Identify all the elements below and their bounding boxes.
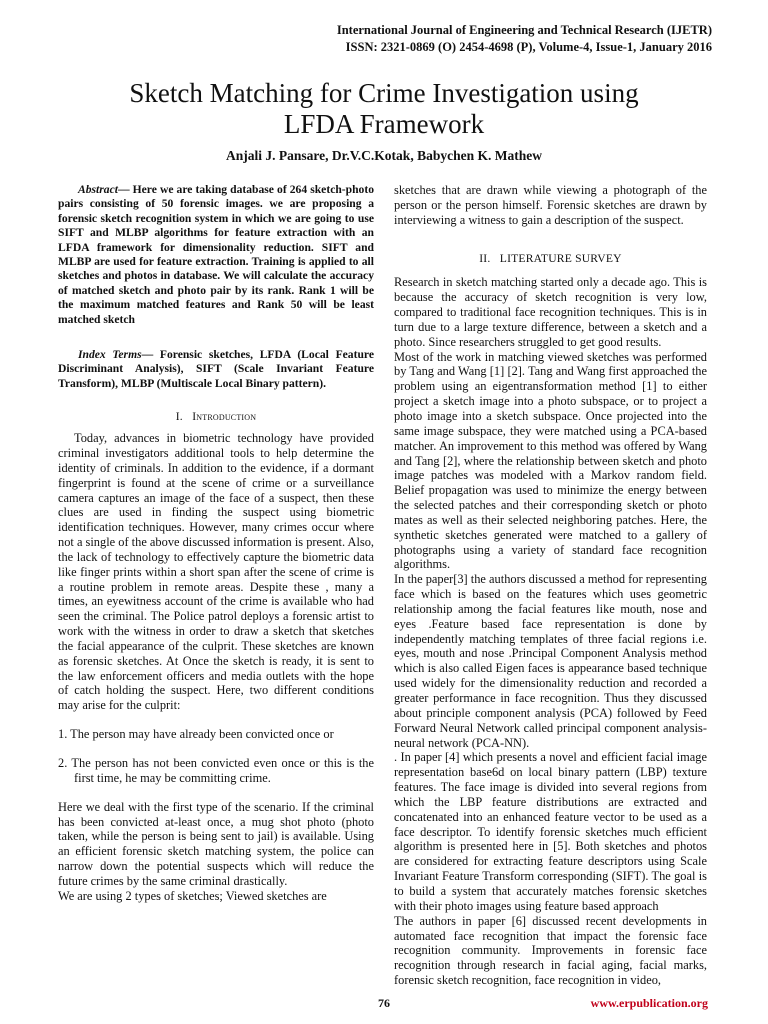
index-terms: [58, 348, 374, 391]
literature-paragraph-5: The authors in paper [6] discussed recent developments in automated face recognition that impact the forensic face recognition community. Improvements in forensic face recognition through research in facial aging, facial marks, forensic sketch recognition, face recognition in video,: [394, 913, 707, 988]
literature-paragraph-1: Research in sketch matching started only a decade ago. This is because the accuracy of sketch recognition is very low, compared to traditional face recognition techniques. This is in turn due to a large texture difference, between a sketch and a photo. Since researchers struggled to get good results.: [394, 275, 707, 349]
section-number: I.: [175, 410, 183, 424]
intro-paragraph-1: Today, advances in biometric technology have provided criminal investigators additional tools to help determine the identity of criminals. In addition to the evidence, if a dormant fingerprint is found at the scene of crime or a surveillance camera captures an image of the face of a suspect, then these clues are used in finding the suspect using biometric identification techniques. However, many crimes occur where not a single of the above discussed information is present. Also, the lack of technology to effectively capture the biometric data like finger prints within a short span after the scene of crime is a routine problem in remote areas. Despite these , many a times, an eyewitness account of the crime is available who had seen the criminal. The Police patrol deploys a forensic artist to work with the witness in order to draw a sketch that sketches the facial appearance of the culprit. These sketches are known as forensic sketches. At Once the sketch is ready, it is sent to the law enforcement officers and media outlets with the hope of catch holding the suspect. Here, two different conditions may arise for the culprit:: [58, 431, 374, 713]
paper-title: [0, 78, 768, 140]
section-heading-literature: [394, 252, 707, 267]
publisher-url[interactable]: www.erpublication.org: [590, 996, 708, 1010]
journal-header: [252, 22, 712, 56]
abstract-text: — Here we are taking database of 264 sketch-photo pairs consisting of 50 forensic images. we are proposing a forensic sketch recognition system in which we are going to use SIFT and MLBP algorithms for feature extraction with an LFDA framework for dimensionality reduction. SIFT and MLBP are used for feature extraction. Training is applied to all sketches and photos in database. We will calculate the accuracy of matched sketch and photo pair by its rank. Rank 1 will be the maximum matched features and Rank 50 will be least matched sketch: [58, 183, 374, 326]
right-column: [394, 183, 707, 988]
page-number: 76: [378, 996, 390, 1010]
literature-paragraph-4: . In paper [4] which presents a novel and efficient facial image representation base6d on local binary pattern (LBP) texture features. The face image is divided into several regions from which the LBP feature distributions are extracted and concatenated into an enhanced feature vector to be used as a face descriptor. To identify forensic sketches much efficient algorithm is presented here in [5]. Both sketches and photos are considered for extracting feature descriptors using Scale Invariant Feature Transform corresponding (SIFT). The goal is to build a system that accurately matches forensic sketches with their photo images using feature based approach: [394, 750, 707, 913]
section-heading-introduction: [58, 410, 374, 425]
abstract-label: Abstract: [78, 183, 118, 196]
abstract: [58, 183, 374, 327]
list-item-2: 2. The person has not been convicted even once or this is the first time, he may be committing crime.: [58, 756, 374, 785]
journal-issn: ISSN: 2321-0869 (O) 2454-4698 (P), Volume-4, Issue-1, January 2016: [345, 40, 712, 54]
section-title: LITERATURE SURVEY: [499, 251, 622, 265]
left-column: [58, 183, 374, 904]
section-title: Introduction: [192, 410, 257, 424]
literature-paragraph-3: In the paper[3] the authors discussed a method for representing face which is based on the features which uses geometric relationship among the facial features like mouth, nose and eyes .Feature based face representation is done by independently matching templates of three facial regions i.e. eyes, mouth and nose .Principal Component Analysis method which is also called Eigen faces is appearance based technique used widely for the dimensionality reduction and recorded a greater performance in face recognition. Thus they discussed about principle component analysis (PCA) followed by Feed Forward Neural Network called principal component analysis-neural network (PCA-NN).: [394, 572, 707, 750]
paper-title-text: Sketch Matching for Crime Investigation using LFDA Framework: [129, 78, 639, 139]
journal-name: International Journal of Engineering and Technical Research (IJETR): [336, 23, 712, 37]
sketch-types-paragraph: sketches that are drawn while viewing a photograph of the person or the person himself. Forensic sketches are drawn by interviewing a witness to gain a description of the suspect.: [394, 183, 707, 227]
section-number: II.: [479, 251, 491, 265]
index-terms-text: — Forensic sketches, LFDA (Local Feature Discriminant Analysis), SIFT (Scale Invariant Feature Transform), MLBP (Multiscale Local Binary pattern).: [58, 348, 374, 390]
index-terms-label: Index Terms: [78, 348, 142, 362]
paper-authors: Anjali J. Pansare, Dr.V.C.Kotak, Babychen K. Mathew: [226, 148, 542, 163]
literature-paragraph-2: Most of the work in matching viewed sketches was performed by Tang and Wang [1] [2]. Tang and Wang first approached the problem using an eigentransformation method [1] to either project a sketch image into a photo subspace, or to project a photo image into a sketch subspace. Once projected into the same image subspace, they were matched using a PCA-based matcher. An improvement to this method was offered by Wang and Tang [2], where the relationship between sketch and photo image patches was modeled with a Markov random field. Belief propagation was used to minimize the energy between the selected patches and their corresponding sketch or photo mates as well as their selected neighboring patches. Here, the synthetic sketches generated were matched to a gallery of photographs using a variety of standard face recognition algorithms.: [394, 349, 707, 572]
intro-paragraph-2: Here we deal with the first type of the scenario. If the criminal has been convicted at-least once, a mug shot photo (photo taken, while the person is being sent to jail) is available. Using an efficient forensic sketch matching system, the police can narrow down the potential suspects which will reduce the future crimes by the same criminal drastically.: [58, 799, 374, 888]
list-item-1: 1. The person may have already been convicted once or: [58, 727, 334, 742]
intro-paragraph-3: We are using 2 types of sketches; Viewed sketches are: [58, 888, 327, 903]
